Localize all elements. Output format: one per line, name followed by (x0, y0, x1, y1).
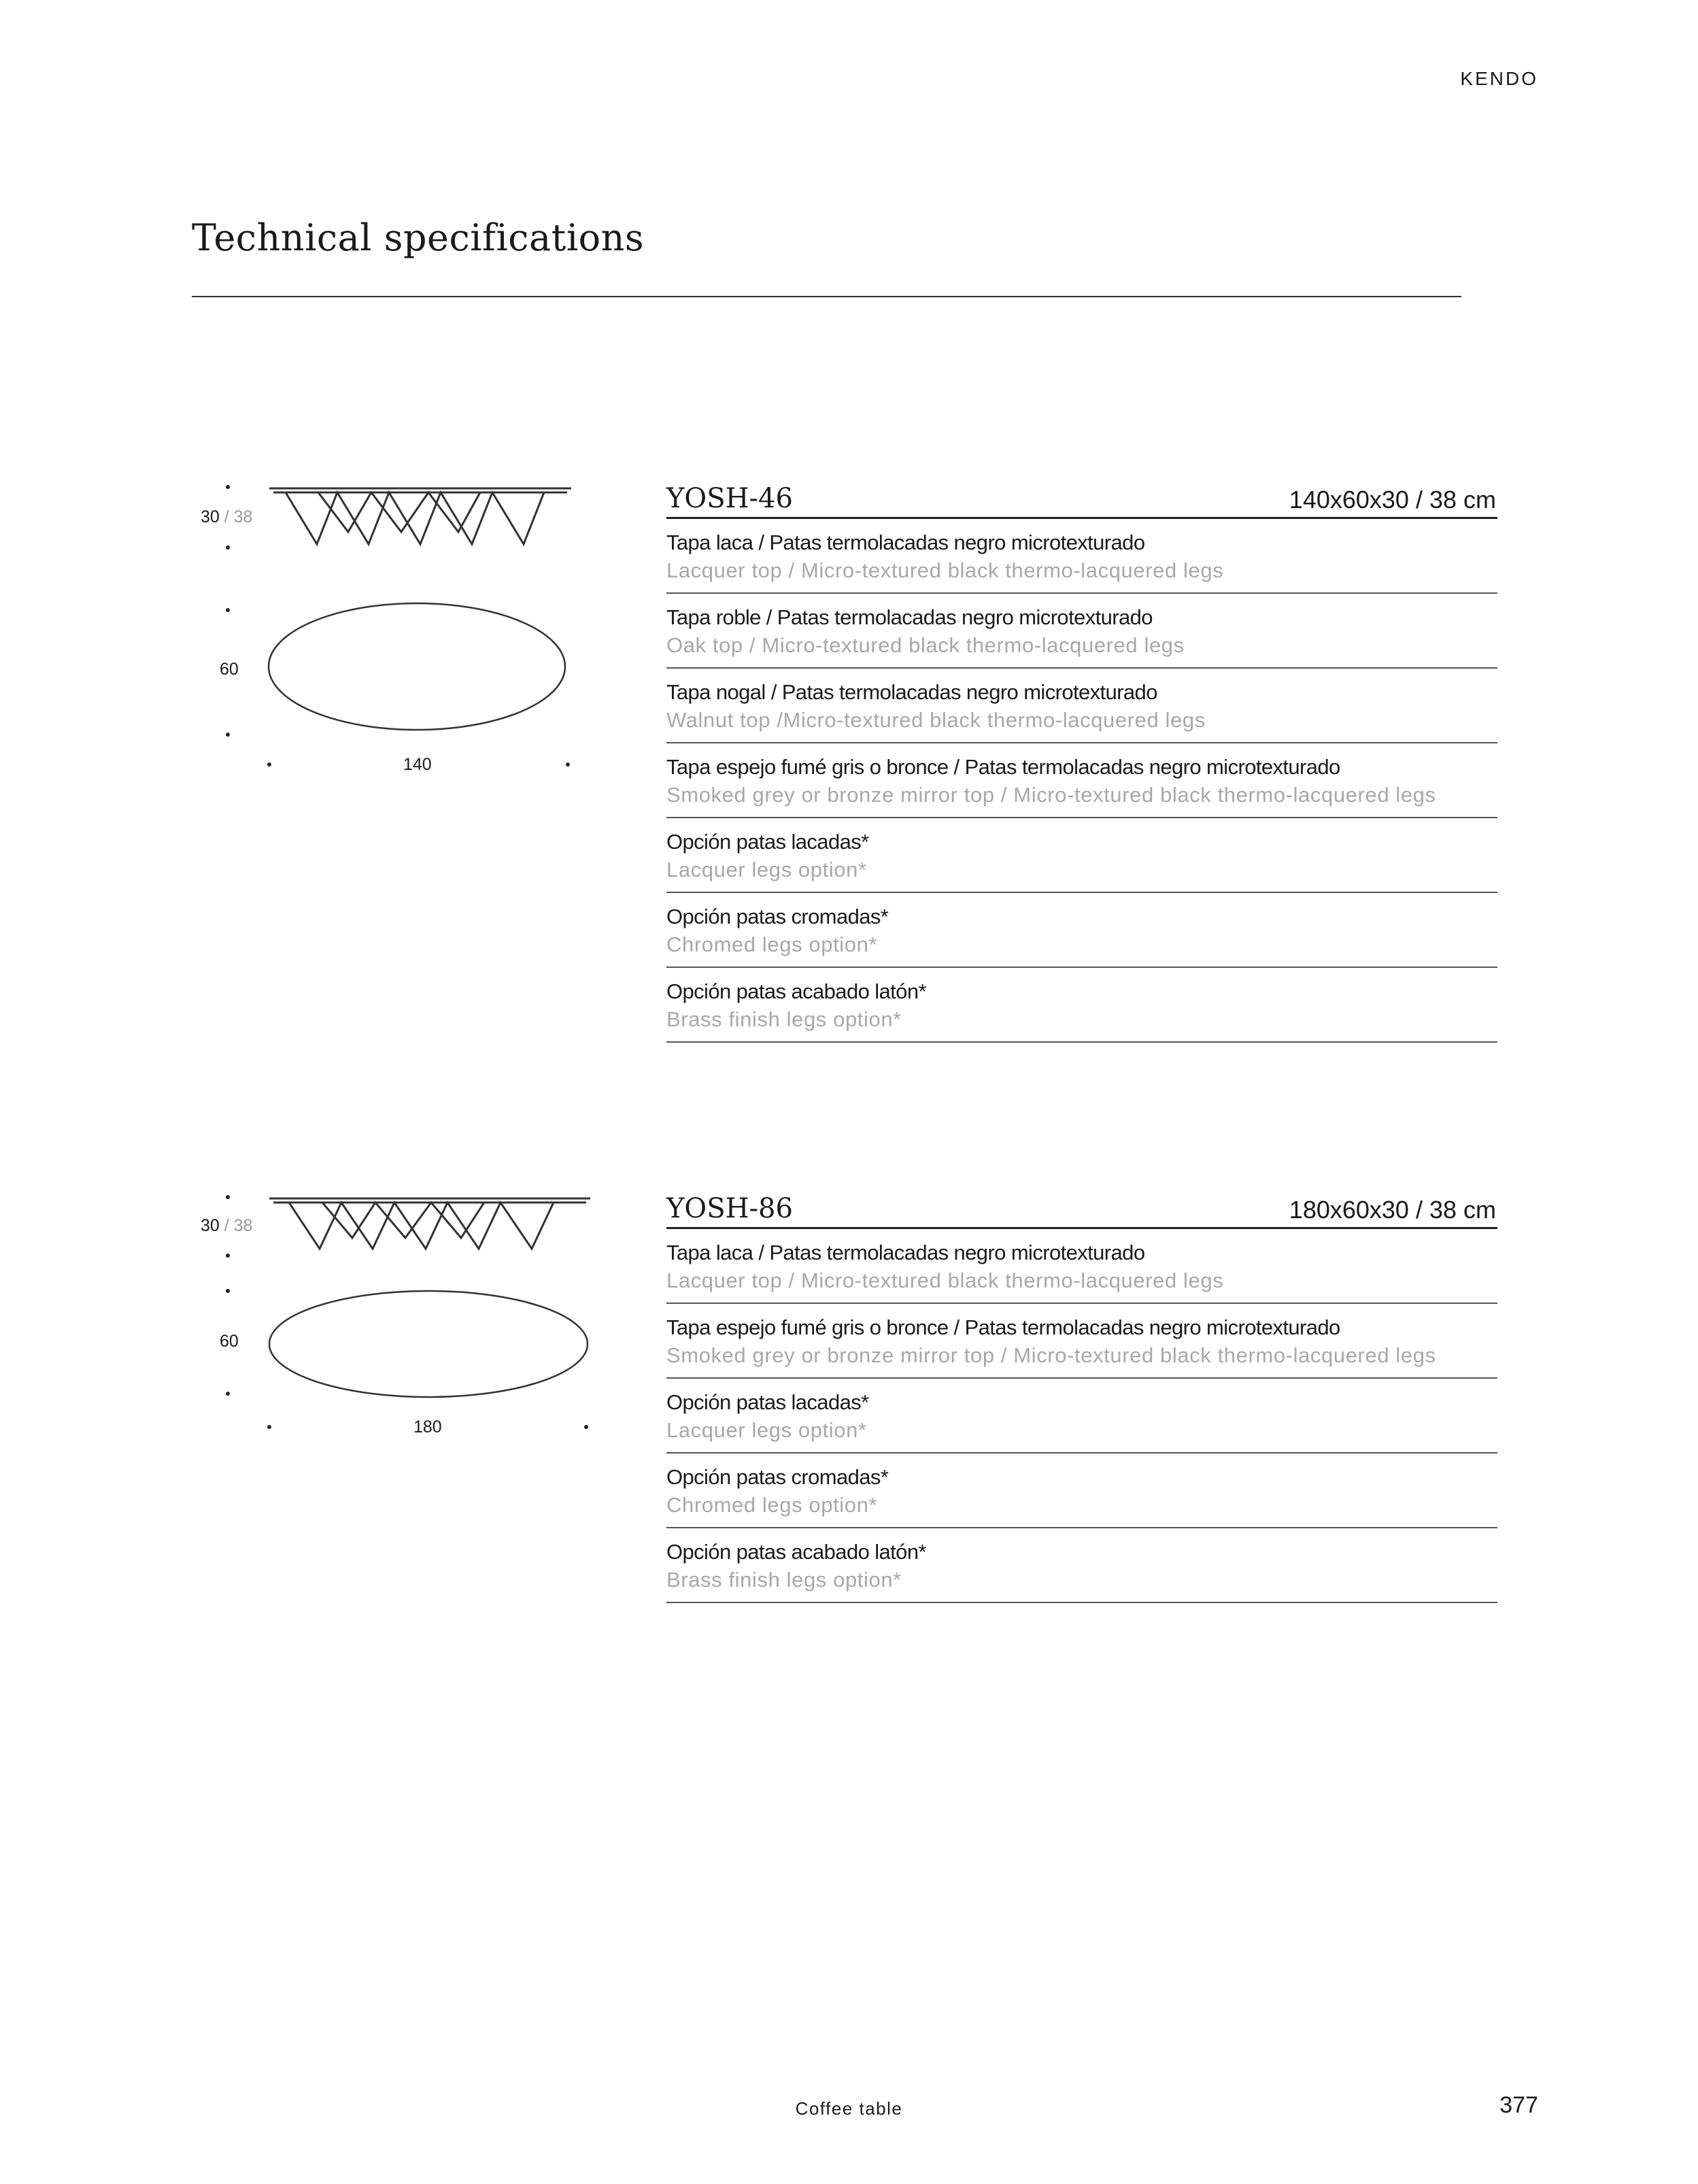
depth-label: 60 (220, 660, 239, 679)
option-row (666, 743, 1497, 818)
option-es: Opción patas cromadas* (666, 1465, 889, 1489)
dim-dot (267, 762, 271, 767)
brand-logo: KENDO (1460, 68, 1538, 89)
top-view-ellipse (269, 1291, 588, 1397)
dim-dot (226, 1289, 230, 1293)
height-label: 30 / 38 (201, 1216, 253, 1235)
length-label: 180 (413, 1417, 442, 1437)
option-row (666, 1379, 1497, 1454)
page-number: 377 (1499, 2092, 1538, 2118)
option-row (666, 1454, 1497, 1528)
option-es: Tapa espejo fumé gris o bronce / Patas termolacadas negro microtexturado (666, 755, 1340, 779)
dim-dot (226, 733, 230, 737)
option-en: Lacquer legs option* (666, 858, 867, 881)
dim-dot (226, 608, 230, 612)
dim-dot (584, 1425, 588, 1429)
height-label: 30 / 38 (201, 507, 253, 526)
option-en: Chromed legs option* (666, 1493, 878, 1517)
spec-header (666, 1192, 1497, 1229)
page-title: Technical specifications (192, 216, 645, 259)
option-en: Walnut top /Micro-textured black thermo-lacquered legs (666, 708, 1206, 732)
option-row (666, 669, 1497, 743)
option-es: Opción patas cromadas* (666, 905, 889, 928)
option-es: Tapa laca / Patas termolacadas negro microtexturado (666, 1241, 1145, 1264)
option-es: Tapa espejo fumé gris o bronce / Patas termolacadas negro microtexturado (666, 1315, 1340, 1339)
footer-category: Coffee table (795, 2098, 903, 2119)
dim-dot (226, 545, 230, 550)
option-row (666, 893, 1497, 968)
spec-header (666, 482, 1497, 519)
option-en: Brass finish legs option* (666, 1007, 902, 1031)
title-divider (192, 296, 1461, 297)
option-row (666, 594, 1497, 669)
option-en: Lacquer legs option* (666, 1418, 867, 1442)
option-row (666, 968, 1497, 1043)
option-row (666, 1229, 1497, 1304)
spec-table (666, 1192, 1497, 1603)
option-es: Opción patas acabado latón* (666, 1540, 926, 1564)
option-en: Smoked grey or bronze mirror top / Micro-textured black thermo-lacquered legs (666, 1343, 1436, 1367)
dim-dot (226, 1254, 230, 1258)
option-en: Smoked grey or bronze mirror top / Micro-textured black thermo-lacquered legs (666, 783, 1436, 807)
dim-dot (267, 1425, 271, 1429)
option-en: Chromed legs option* (666, 933, 878, 956)
dim-dot (226, 485, 230, 489)
model-size: 180x60x30 / 38 cm (1289, 1196, 1496, 1224)
option-row (666, 1528, 1497, 1603)
option-row (666, 519, 1497, 594)
depth-label: 60 (220, 1332, 239, 1351)
option-en: Oak top / Micro-textured black thermo-lacquered legs (666, 633, 1185, 657)
dim-dot (226, 1195, 230, 1199)
option-es: Opción patas acabado latón* (666, 979, 926, 1003)
length-label: 140 (403, 755, 432, 774)
model-size: 140x60x30 / 38 cm (1289, 486, 1496, 514)
model-name: YOSH-46 (666, 483, 793, 514)
option-row (666, 818, 1497, 893)
model-name: YOSH-86 (666, 1193, 793, 1224)
side-view (269, 488, 571, 544)
option-es: Opción patas lacadas* (666, 1390, 869, 1414)
dim-dot (566, 762, 570, 767)
top-view-ellipse (269, 603, 565, 730)
option-es: Opción patas lacadas* (666, 830, 869, 854)
option-en: Lacquer top / Micro-textured black thermo-lacquered legs (666, 1269, 1224, 1292)
side-view (269, 1198, 590, 1249)
yosh-46-technical-drawing (197, 476, 605, 775)
option-en: Brass finish legs option* (666, 1568, 902, 1592)
option-es: Tapa nogal / Patas termolacadas negro microtexturado (666, 680, 1157, 704)
yosh-86-technical-drawing (197, 1186, 605, 1458)
option-es: Tapa laca / Patas termolacadas negro microtexturado (666, 531, 1145, 554)
spec-table (666, 482, 1497, 1043)
product-drawing (197, 476, 605, 775)
dim-dot (226, 1392, 230, 1396)
option-es: Tapa roble / Patas termolacadas negro microtexturado (666, 605, 1153, 629)
product-drawing (197, 1186, 605, 1458)
option-en: Lacquer top / Micro-textured black thermo-lacquered legs (666, 558, 1224, 582)
option-row (666, 1304, 1497, 1379)
